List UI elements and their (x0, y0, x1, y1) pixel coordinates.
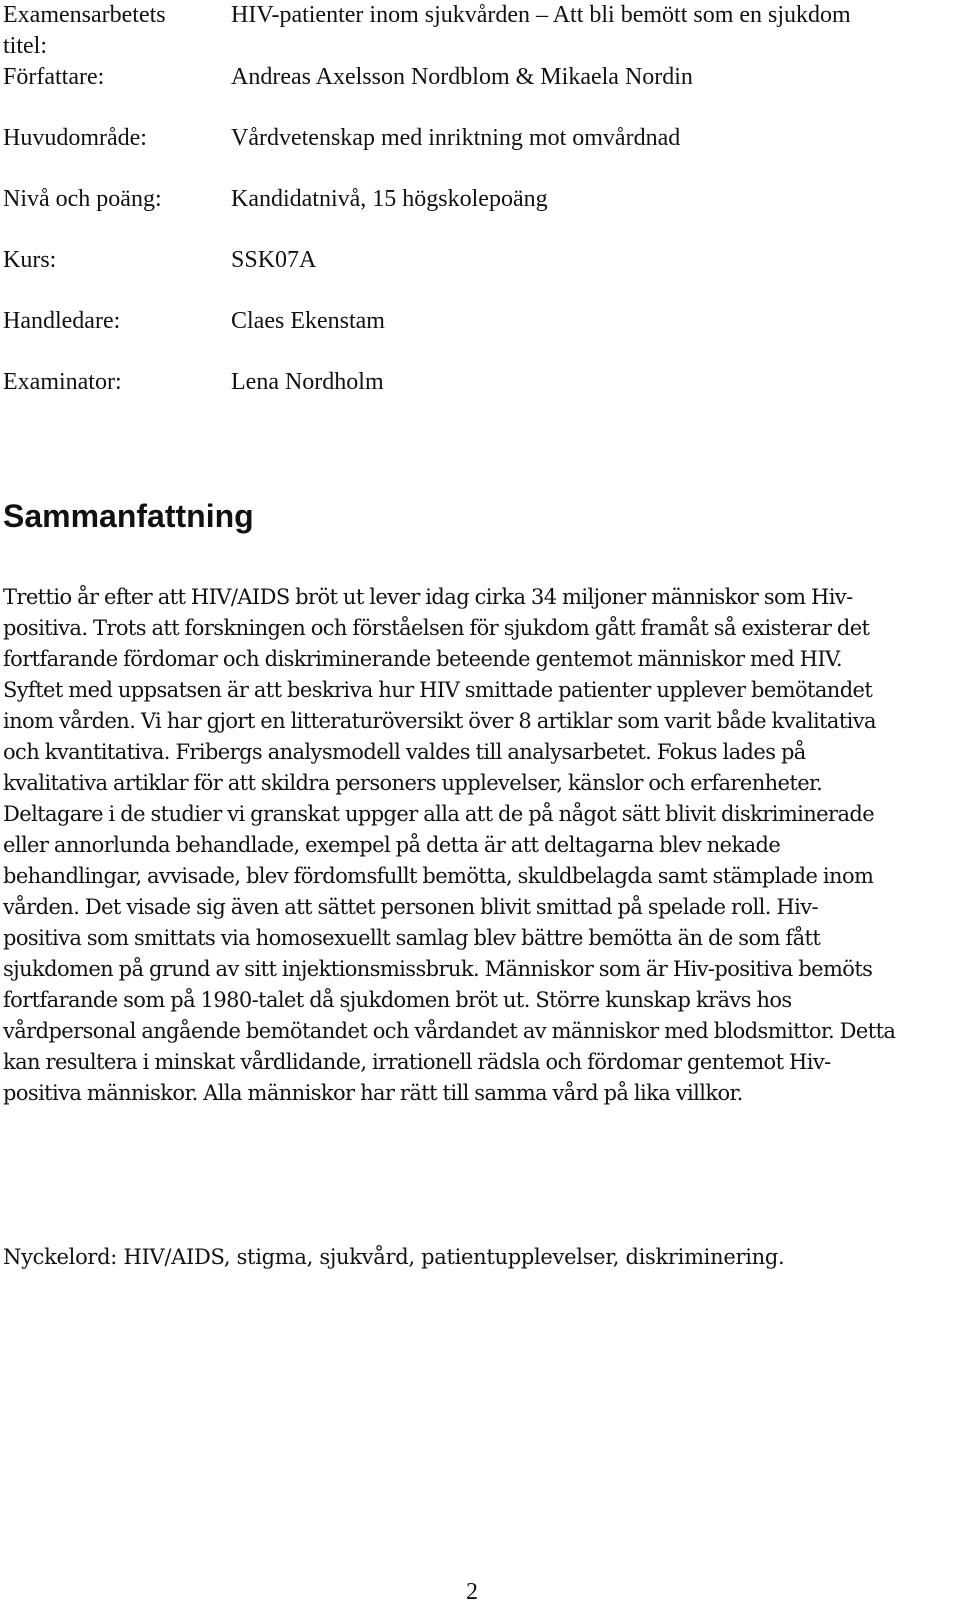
meta-value-author: Andreas Axelsson Nordblom & Mikaela Nordin (231, 64, 693, 90)
abstract-line: fortfarande som på 1980-talet då sjukdomen bröt ut. Större kunskap krävs hos (3, 988, 792, 1012)
meta-label-title-line2: titel: (3, 33, 47, 59)
meta-label-course: Kurs: (3, 247, 57, 273)
abstract-line: Trettio år efter att HIV/AIDS bröt ut lever idag cirka 34 miljoner människor som Hiv- (3, 585, 853, 609)
abstract-line: Syftet med uppsatsen är att beskriva hur HIV smittade patienter upplever bemötandet (3, 678, 873, 702)
abstract-line: vården. Det visade sig även att sättet personen blivit smittad på spelade roll. Hiv- (3, 895, 818, 919)
abstract-line: Deltagare i de studier vi granskat uppger alla att de på något sätt blivit diskriminerade (3, 802, 875, 826)
meta-label-subject: Huvudområde: (3, 125, 147, 151)
abstract-paragraph (3, 582, 960, 1109)
keywords-line: Nyckelord: HIV/AIDS, stigma, sjukvård, patientupplevelser, diskriminering. (3, 1245, 785, 1269)
meta-label-examiner: Examinator: (3, 369, 122, 395)
meta-label-level: Nivå och poäng: (3, 186, 162, 212)
meta-value-course: SSK07A (231, 247, 317, 273)
meta-value-subject: Vårdvetenskap med inriktning mot omvårdnad (231, 125, 681, 151)
abstract-line: inom vården. Vi har gjort en litteraturöversikt över 8 artiklar som varit både kvalitativa (3, 709, 876, 733)
meta-value-examiner: Lena Nordholm (231, 369, 384, 395)
abstract-line: kvalitativa artiklar för att skildra personers upplevelser, känslor och erfarenheter. (3, 771, 823, 795)
abstract-line: kan resultera i minskat vårdlidande, irrationell rädsla och fördomar gentemot Hiv- (3, 1050, 831, 1074)
abstract-line: och kvantitativa. Fribergs analysmodell valdes till analysarbetet. Fokus lades på (3, 740, 806, 764)
meta-value-level: Kandidatnivå, 15 högskolepoäng (231, 186, 548, 212)
abstract-line: positiva som smittats via homosexuellt samlag blev bättre bemötta än de som fått (3, 926, 821, 950)
abstract-line: vårdpersonal angående bemötandet och vårdandet av människor med blodsmittor. Detta (3, 1019, 896, 1043)
abstract-line: eller annorlunda behandlade, exempel på detta är att deltagarna blev nekade (3, 833, 781, 857)
abstract-line: fortfarande fördomar och diskriminerande beteende gentemot människor med HIV. (3, 647, 842, 671)
page-number: 2 (466, 1579, 478, 1605)
abstract-line: behandlingar, avvisade, blev fördomsfullt bemötta, skuldbelagda samt stämplade inom (3, 864, 874, 888)
meta-label-author: Författare: (3, 64, 105, 90)
section-heading: Sammanfattning (3, 498, 254, 534)
meta-value-title: HIV-patienter inom sjukvården – Att bli bemött som en sjukdom (231, 2, 851, 28)
abstract-line: sjukdomen på grund av sitt injektionsmissbruk. Människor som är Hiv-positiva bemöts (3, 957, 873, 981)
meta-label-supervisor: Handledare: (3, 308, 121, 334)
abstract-line: positiva människor. Alla människor har rätt till samma vård på lika villkor. (3, 1081, 743, 1105)
meta-value-supervisor: Claes Ekenstam (231, 308, 385, 334)
meta-label-title-line1: Examensarbetets (3, 2, 166, 28)
abstract-line: positiva. Trots att forskningen och förståelsen för sjukdom gått framåt så existerar det (3, 616, 870, 640)
